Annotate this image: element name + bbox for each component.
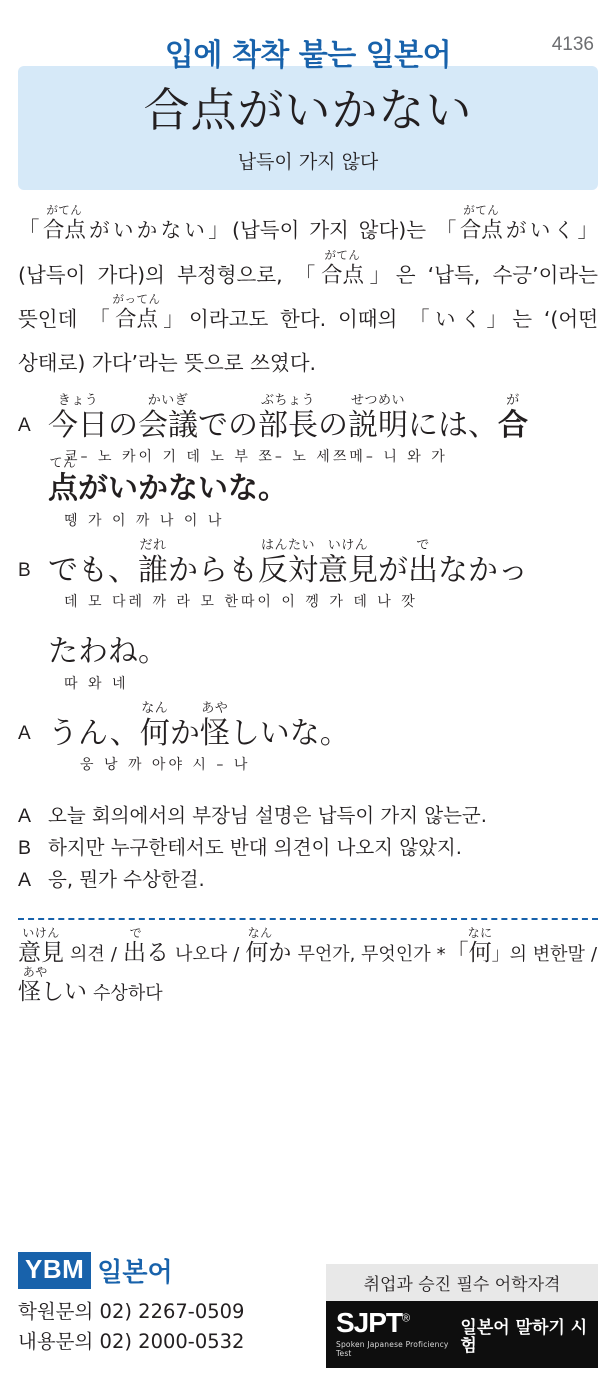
- dialogue-line: [18, 633, 598, 693]
- ruby-ga: [498, 392, 528, 443]
- vocabulary-block: [18, 926, 598, 1013]
- ruby-reading: なん: [141, 700, 169, 716]
- spacer: [18, 697, 598, 715]
- dialogue-japanese: [48, 392, 598, 445]
- ruby-base: 何: [139, 715, 170, 751]
- dialogue-romaji: 뗑 가 이 까 나 이 나: [64, 512, 225, 529]
- ruby-base: 怪: [199, 715, 230, 751]
- dialogue-plain: からも: [168, 552, 258, 588]
- explanation-seg-2: がいかない」(납득이 가지 않다)는 「: [85, 217, 460, 242]
- ruby-kyou: [48, 392, 108, 443]
- sjpt-advert[interactable]: [326, 1264, 598, 1368]
- dialogue-japanese: [48, 700, 598, 753]
- registered-trademark-icon: ®: [402, 1312, 410, 1325]
- translation-text: 하지만 누구한테서도 반대 의견이 나오지 않았지.: [48, 836, 462, 860]
- ruby-base: 今日: [48, 407, 108, 443]
- speaker-label: A: [18, 722, 31, 744]
- vocab-meaning: 수상하다: [93, 983, 163, 1005]
- translation-row: [18, 864, 598, 896]
- ruby-base: 何: [468, 940, 492, 967]
- vocab-note-open: 「: [445, 940, 469, 967]
- vocab-note-close: 」의 변한말: [491, 944, 585, 966]
- page-header: [18, 0, 598, 73]
- ruby-base: 出: [408, 552, 438, 588]
- phrase-korean: 납득이 가지 않다: [237, 150, 379, 173]
- vocab-word-tail: しい: [41, 979, 87, 1006]
- ruby-base: 合点: [459, 217, 503, 243]
- vocab-word-tail: か: [268, 940, 292, 967]
- ruby-reading: あや: [22, 965, 48, 980]
- dialogue-line: [18, 537, 598, 612]
- ruby-gatten: [112, 291, 161, 332]
- ruby-base: 合: [498, 407, 528, 443]
- ruby-nanika-vocab: [245, 926, 292, 967]
- explanation-seg-4: 」은 ‘납득, 수긍’이라는 뜻인데 「: [18, 262, 598, 331]
- translation-text: 오늘 회의에서의 부장님 설명은 납득이 가지 않는군.: [48, 804, 487, 828]
- dialogue-plain: には、: [408, 407, 498, 443]
- ruby-reading: がてん: [463, 202, 500, 217]
- ruby-kaigi: [138, 392, 198, 443]
- ruby-nan: [139, 700, 170, 751]
- sjpt-mark-text: SJPT: [336, 1307, 403, 1338]
- dialogue-line: [18, 700, 598, 775]
- dialogue-plain: での: [198, 407, 258, 443]
- vocab-word: 怪: [18, 979, 41, 1006]
- sjpt-logo: [336, 1309, 452, 1358]
- ruby-reading: で: [129, 926, 143, 941]
- translation-block: [18, 800, 598, 896]
- ruby-reading: がてん: [46, 202, 83, 217]
- sjpt-tagline: 취업과 승진 필수 어학자격: [326, 1264, 598, 1301]
- dialogue-plain: の: [318, 407, 348, 443]
- speaker-label: A: [18, 414, 31, 436]
- ruby-nani-note: [467, 926, 493, 967]
- vocab-meaning: 의견: [70, 944, 105, 966]
- translation-row: [18, 832, 598, 864]
- vocab-separator: /: [590, 944, 598, 966]
- translation-text: 응, 뭔가 수상한걸.: [48, 868, 205, 892]
- vocab-separator: /: [233, 944, 240, 966]
- ruby-reading: がってん: [112, 291, 161, 306]
- dialogue-plain: なかっ: [438, 552, 528, 588]
- vocab-meaning: 나오다: [175, 944, 228, 966]
- sjpt-wordmark: [336, 1309, 452, 1337]
- ruby-base: 誰: [138, 552, 168, 588]
- phrase-banner: [18, 66, 598, 190]
- ruby-setsumei: [348, 392, 408, 443]
- ruby-aya: [199, 700, 230, 751]
- dialogue-romaji: 따 와 네: [64, 675, 129, 692]
- ruby-base: 説明: [348, 407, 408, 443]
- ruby-reading: あや: [201, 700, 229, 716]
- ruby-base: 会議: [138, 407, 198, 443]
- ruby-base: 意見: [318, 552, 378, 588]
- ruby-reading: が: [506, 392, 520, 408]
- ruby-reading: はんたい: [260, 537, 316, 553]
- ruby-reading: せつめい: [350, 392, 406, 408]
- explanation-seg-3: がいく」(납득이 가다)의 부정형으로, 「: [18, 217, 598, 287]
- ruby-gaten-3: [320, 247, 364, 288]
- ruby-base: 合点: [320, 262, 364, 288]
- phrase-japanese: 合点がいかない: [143, 83, 473, 137]
- vocab-word: 何: [245, 940, 269, 967]
- speaker-label: B: [18, 837, 32, 860]
- explanation-paragraph: [18, 202, 598, 385]
- ruby-reading: なん: [247, 926, 273, 941]
- speaker-label: A: [18, 869, 32, 892]
- dialogue-plain: しいな。: [229, 715, 350, 751]
- contact-line-academy: 학원문의 02) 2267-0509: [18, 1300, 245, 1323]
- ybm-logo: YBM: [18, 1252, 91, 1289]
- sjpt-logo-bar: [326, 1301, 598, 1368]
- translation-row: [18, 800, 598, 832]
- ruby-base: 合点: [114, 306, 158, 332]
- ruby-reading: ぶちょう: [260, 392, 316, 408]
- ruby-base: 意見: [18, 940, 64, 967]
- ruby-base: [245, 942, 291, 965]
- ruby-ten: [48, 456, 78, 507]
- sjpt-korean-label: 일본어 말하기 시험: [460, 1317, 588, 1357]
- speaker-label: B: [18, 559, 31, 581]
- spacer: [18, 615, 598, 633]
- ruby-reading: で: [416, 537, 430, 553]
- explanation-seg-5: 」이라고도 한다. 이때의 「いく」는 ‘(어떤 상태로) 가다’라는 뜻으로 쓰였다.: [18, 306, 598, 375]
- ruby-gaten-2: [459, 202, 503, 243]
- ruby-iken: [318, 537, 378, 588]
- page-footer: [18, 1252, 598, 1370]
- dialogue-plain: が: [378, 552, 408, 588]
- dialogue-plain: たわね。: [48, 634, 168, 670]
- ruby-hantai: [258, 537, 318, 588]
- dialogue-japanese: [48, 633, 598, 671]
- ruby-deru: [408, 537, 438, 588]
- speaker-label: A: [18, 805, 32, 828]
- ruby-buchou: [258, 392, 318, 443]
- dialogue-line: [18, 392, 598, 467]
- ruby-ayashii-vocab: [18, 965, 87, 1006]
- dialogue-romaji: 쿄– 노 카이 기 데 노 부 쪼– 노 세쯔메– 니 와 가: [64, 449, 448, 466]
- vocab-note-star: *: [436, 944, 446, 966]
- ruby-dare: [138, 537, 168, 588]
- dialogue-plain: がいかないな。: [78, 471, 288, 507]
- ruby-base: 点: [48, 471, 78, 507]
- ruby-base: 部長: [258, 407, 318, 443]
- dashed-divider: [18, 918, 598, 920]
- contact-line-content: 내용문의 02) 2000-0532: [18, 1330, 245, 1353]
- ruby-deru-vocab: [123, 926, 169, 967]
- sjpt-fullname: Spoken Japanese Proficiency Test: [336, 1340, 449, 1358]
- ruby-reading: てん: [49, 456, 77, 472]
- vocab-meaning: 무언가, 무엇인가: [297, 944, 431, 966]
- ruby-base: 出る: [123, 940, 169, 967]
- page-title: 입에 착착 붙는 일본어: [164, 38, 452, 73]
- ybm-logo-subtitle: 일본어: [97, 1258, 173, 1288]
- dialogue-romaji: 데 모 다레 까 라 모 한따이 이 껭 가 데 나 깟: [64, 594, 418, 611]
- ruby-reading: がてん: [324, 247, 361, 262]
- ruby-reading: かいぎ: [147, 392, 189, 408]
- vocab-separator: /: [110, 944, 117, 966]
- dialogue-plain: の: [108, 407, 138, 443]
- explanation-seg-1: 「: [18, 217, 43, 243]
- dialogue-japanese: [48, 537, 598, 590]
- ruby-reading: いけん: [22, 926, 60, 941]
- dialogue-plain: でも、: [48, 552, 138, 588]
- ruby-reading: なに: [467, 926, 493, 941]
- ruby-reading: いけん: [327, 537, 369, 553]
- ruby-reading: きょう: [57, 392, 99, 408]
- ruby-base: [18, 981, 87, 1004]
- ruby-base: 反対: [258, 552, 318, 588]
- ruby-base: 合点: [42, 217, 86, 243]
- ruby-gaten-1: [42, 202, 86, 243]
- ruby-iken-vocab: [18, 926, 64, 967]
- page-number: 4136: [551, 34, 594, 55]
- dialogue-plain: か: [169, 715, 200, 751]
- dialogue-plain: うん、: [48, 715, 140, 751]
- ruby-reading: だれ: [139, 537, 167, 553]
- dialogue-section: [18, 392, 598, 775]
- dialogue-romaji: 웅 낭 까 아야 시 – 나: [80, 757, 251, 774]
